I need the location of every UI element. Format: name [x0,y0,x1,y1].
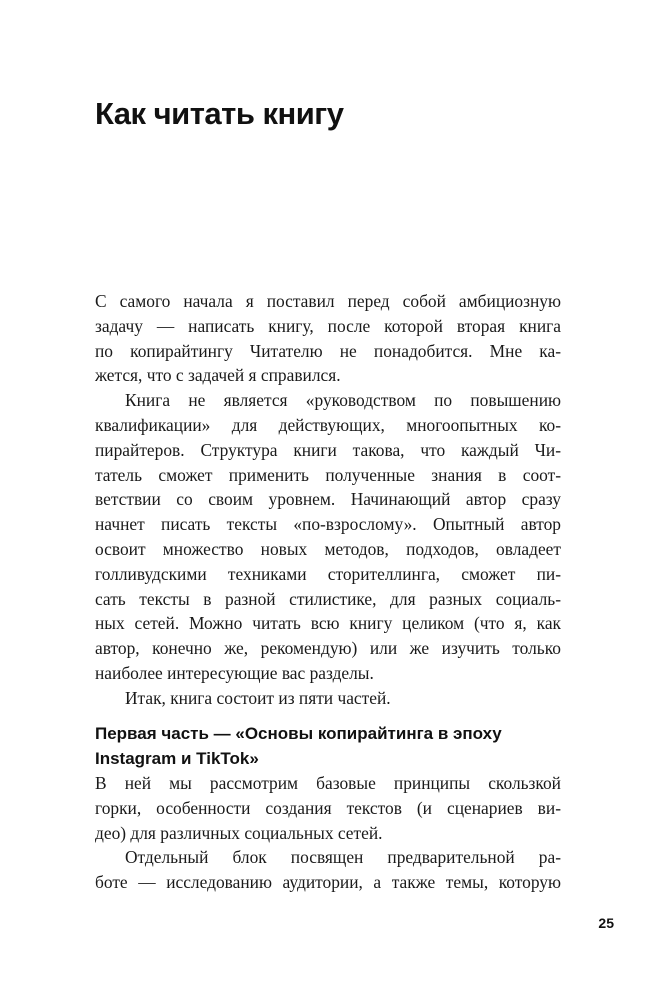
text-line: Книга не является «руководством по повышению [125,390,561,411]
text-line: сать тексты в разной стилистике, для разных социаль- [95,588,561,609]
text-line: В ней мы рассмотрим базовые принципы скользкой [95,773,561,793]
text-line: наиболее интересующие вас разделы. [95,662,374,683]
text-line: С самого начала я поставил перед собой амбициозную [95,291,561,311]
text-line: автор, конечно же, рекомендую) или же изучить только [95,638,561,659]
text-line: пирайтеров. Структура книги такова, что каждый Чи- [95,439,561,460]
intro-text [95,289,561,711]
text-line: ных сетей. Можно читать всю книгу целиком (что я, как [95,613,561,634]
text-line: боте — исследованию аудитории, а также темы, которую [95,872,561,893]
text-line: Отдельный блок посвящен предварительной ра- [125,847,561,868]
text-line: начнет писать тексты «по-взрослому». Опытный автор [95,514,561,535]
text-line: по копирайтингу Читателю не понадобится. Мне ка- [95,340,561,361]
section-heading [95,722,561,771]
text-line: татель сможет применить полученные знания в соот- [95,464,561,485]
section-heading-line: Instagram и TikTok» [95,748,259,768]
part1-text [95,771,561,895]
page-number: 25 [598,915,614,931]
text-line: жется, что с задачей я справился. [95,365,341,386]
text-line: голливудскими техниками сторителлинга, сможет пи- [95,563,561,584]
chapter-title: Как читать книгу [95,96,344,131]
text-line: ветствии со своим уровнем. Начинающий автор сразу [95,489,561,510]
text-line: квалификации» для действующих, многоопытных ко- [95,414,561,435]
section-heading-line: Первая часть — «Основы копирайтинга в эпоху [95,724,502,743]
text-line: освоит множество новых методов, подходов, овладеет [95,538,561,559]
text-line: горки, особенности создания текстов (и сценариев ви- [95,797,561,818]
text-line: задачу — написать книгу, после которой вторая книга [95,315,561,336]
text-line: део) для различных социальных сетей. [95,822,383,843]
text-line: Итак, книга состоит из пяти частей. [125,687,391,708]
